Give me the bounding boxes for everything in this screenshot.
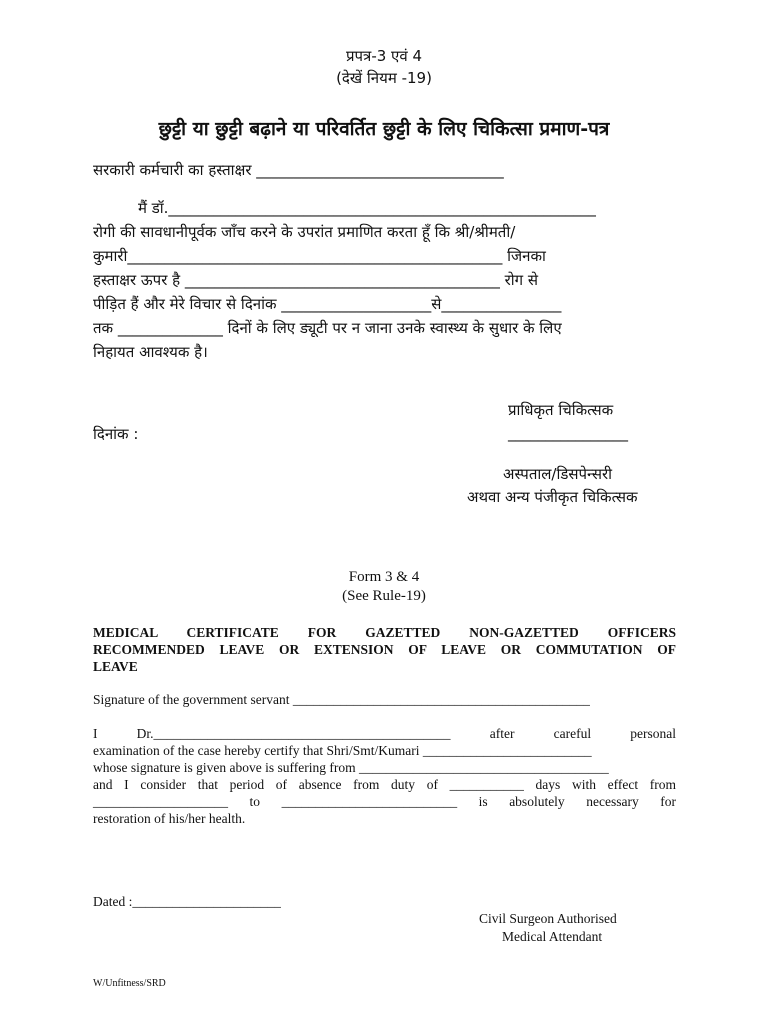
english-body-text: and I consider that period of absence from duty of ___________ days with effect from bbox=[93, 777, 676, 792]
hindi-signature-line: सरकारी कर्मचारी का हस्ताक्षर _________________________________ bbox=[93, 161, 504, 179]
hindi-date-label: दिनांक : bbox=[93, 425, 139, 443]
english-title-line-3: LEAVE bbox=[93, 659, 138, 674]
hindi-body-line: कुमारी__________________________________________________ जिनका bbox=[93, 247, 546, 265]
hindi-title: छुट्टी या छुट्टी बढ़ाने या परिवर्तित छुट्टी के लिए चिकित्सा प्रमाण-पत्र bbox=[158, 118, 610, 140]
english-dated-line: Dated :______________________ bbox=[93, 894, 281, 909]
hindi-body-line: हस्ताक्षर ऊपर है __________________________________________ रोग से bbox=[93, 271, 538, 289]
hindi-authority-signature-line: ________________ bbox=[508, 424, 628, 442]
hindi-hospital: अस्पताल/डिसपेन्सरी bbox=[503, 465, 613, 483]
hindi-body-line: निहायत आवश्यक है। bbox=[93, 343, 208, 361]
hindi-doctor-line: मैं डॉ._________________________________________________________ bbox=[138, 199, 596, 217]
english-title-line-1 bbox=[93, 625, 676, 641]
hindi-body-line: पीड़ित हैं और मेरे विचार से दिनांक ____________________से________________ bbox=[93, 295, 562, 313]
english-body-text: I Dr.____________________________________________ after careful personal bbox=[93, 726, 676, 741]
english-body-line: whose signature is given above is suffering from _____________________________________ bbox=[93, 760, 609, 775]
hindi-form-number: प्रपत्र-3 एवं 4 bbox=[345, 47, 422, 65]
hindi-rule-reference: (देखें नियम -19) bbox=[336, 69, 432, 87]
hindi-body-line: रोगी की सावधानीपूर्वक जाँच करने के उपरांत प्रमाणित करता हूँ कि श्री/श्रीमती/ bbox=[93, 223, 516, 241]
english-body-text: ____________________ to __________________________ is absolutely necessary for bbox=[93, 794, 676, 809]
english-title-text: RECOMMENDED LEAVE OR EXTENSION OF LEAVE OR COMMUTATION OF bbox=[93, 642, 676, 657]
english-form-number: Form 3 & 4 bbox=[348, 569, 420, 585]
hindi-body-line: तक ______________ दिनों के लिए ड्यूटी पर न जाना उनके स्वास्थ्य के सुधार के लिए bbox=[93, 319, 562, 337]
english-rule-reference: (See Rule-19) bbox=[342, 588, 426, 604]
english-body-line: examination of the case hereby certify that Shri/Smt/Kumari _________________________ bbox=[93, 743, 592, 758]
english-body-line-5 bbox=[93, 794, 676, 810]
hindi-authorised-doctor: प्राधिकृत चिकित्सक bbox=[508, 401, 614, 419]
english-signature-line: Signature of the government servant ____________________________________________ bbox=[93, 692, 590, 707]
medical-attendant-label: Medical Attendant bbox=[502, 929, 603, 944]
english-body-line-1 bbox=[93, 726, 676, 742]
english-body-line-4 bbox=[93, 777, 676, 793]
civil-surgeon-label: Civil Surgeon Authorised bbox=[479, 911, 617, 926]
english-title-line-2 bbox=[93, 642, 676, 658]
hindi-registered-doctor: अथवा अन्य पंजीकृत चिकित्सक bbox=[467, 488, 638, 506]
english-body-line: restoration of his/her health. bbox=[93, 811, 246, 826]
english-title-text: MEDICAL CERTIFICATE FOR GAZETTED NON-GAZETTED OFFICERS bbox=[93, 625, 676, 640]
footer-reference: W/Unfitness/SRD bbox=[93, 978, 166, 989]
